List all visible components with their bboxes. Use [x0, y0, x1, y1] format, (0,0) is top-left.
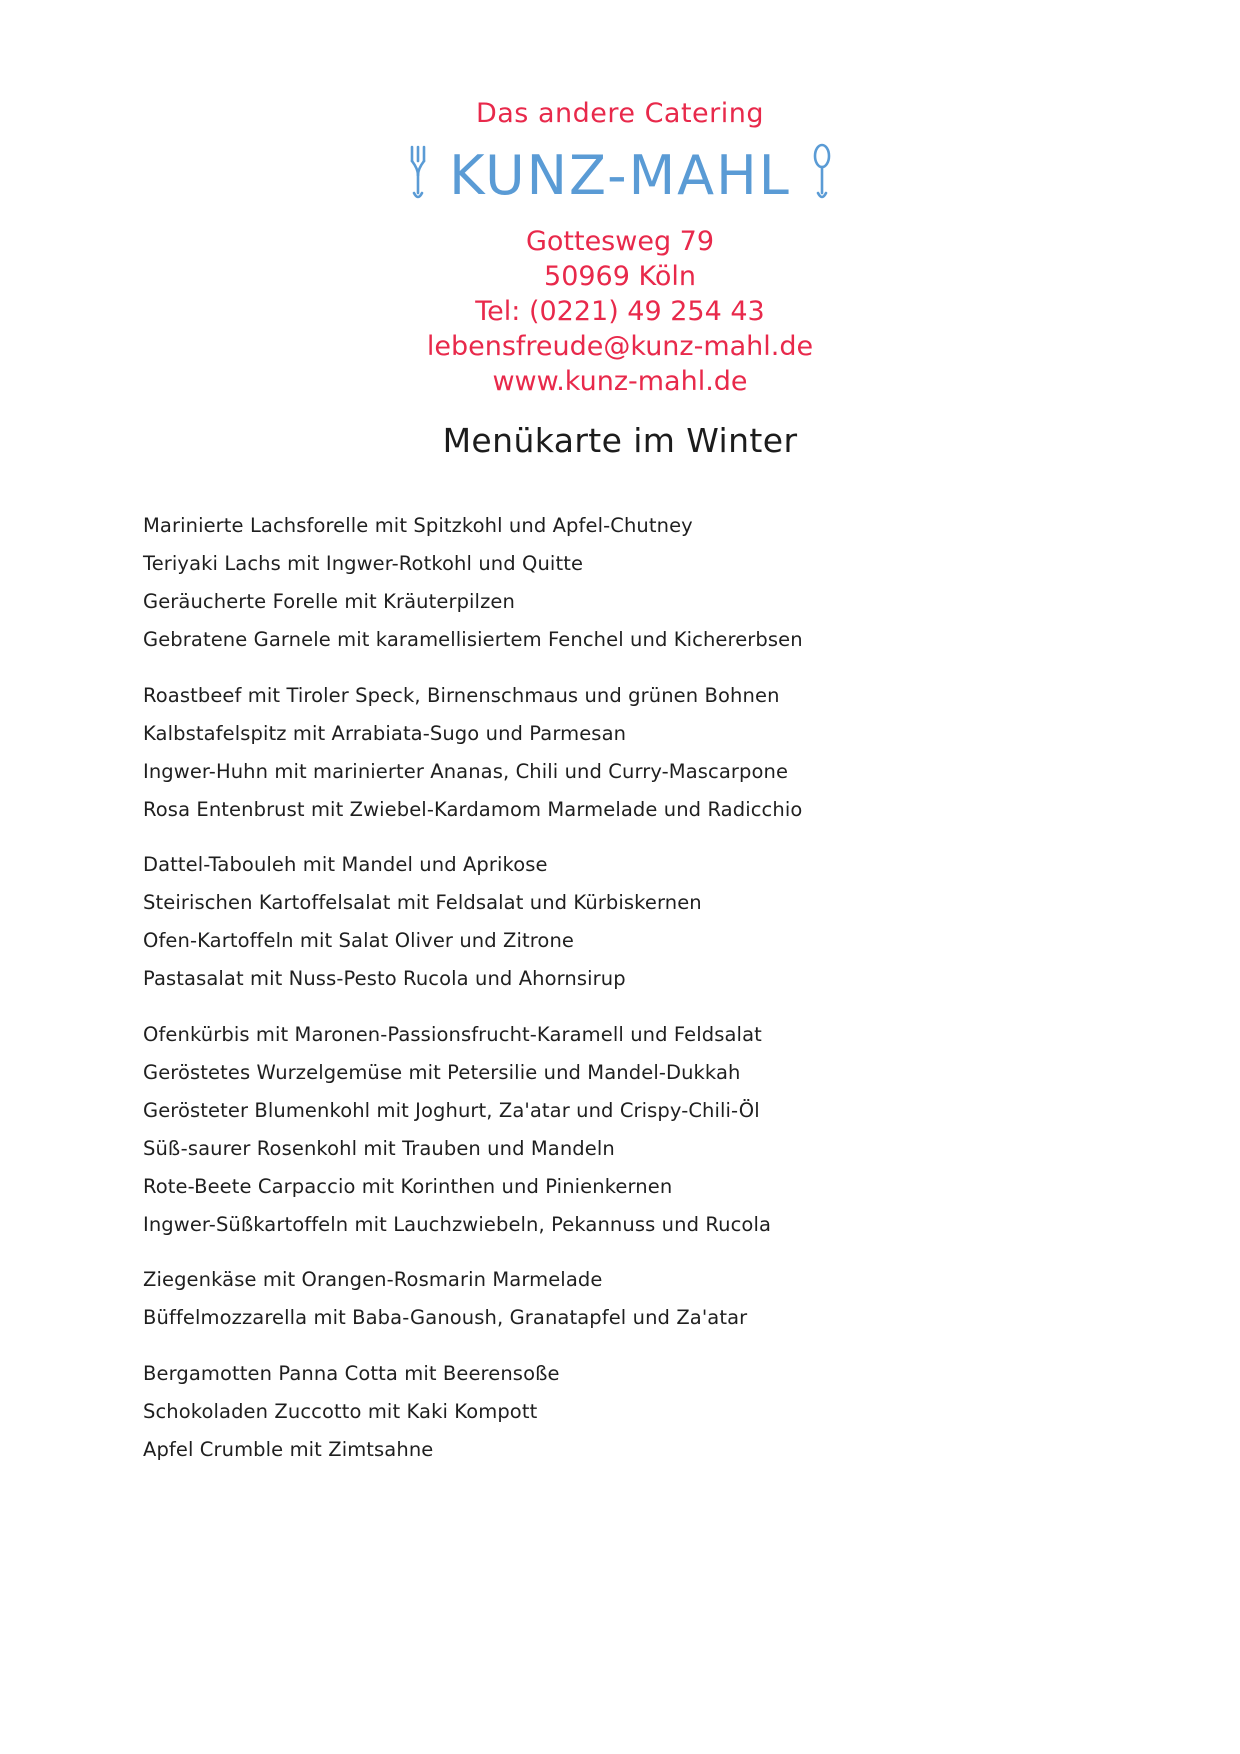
- list-item: Marinierte Lachsforelle mit Spitzkohl und Apfel-Chutney: [143, 514, 693, 538]
- list-item: Ofen-Kartoffeln mit Salat Oliver und Zitrone: [143, 929, 575, 953]
- list-item: Gerösteter Blumenkohl mit Joghurt, Za'atar und Crispy-Chili-Öl: [143, 1098, 760, 1122]
- menu-group-fleisch: [143, 683, 1160, 821]
- list-item: Geräucherte Forelle mit Kräuterpilzen: [143, 590, 515, 614]
- list-item: Pastasalat mit Nuss-Pesto Rucola und Ahornsirup: [143, 967, 626, 991]
- list-item: Ziegenkäse mit Orangen-Rosmarin Marmelade: [143, 1268, 603, 1292]
- menu-list: [0, 516, 1240, 1459]
- list-item: Rosa Entenbrust mit Zwiebel-Kardamom Marmelade und Radicchio: [143, 797, 803, 821]
- list-item: Apfel Crumble mit Zimtsahne: [143, 1437, 434, 1461]
- contact-block: [0, 224, 1240, 399]
- page-title: Menükarte im Winter: [442, 421, 798, 461]
- menu-group-kaese: [143, 1270, 1160, 1328]
- list-item: Kalbstafelspitz mit Arrabiata-Sugo und Parmesan: [143, 721, 627, 745]
- list-item: Steirischen Kartoffelsalat mit Feldsalat und Kürbiskernen: [143, 891, 702, 915]
- list-item: Ingwer-Süßkartoffeln mit Lauchzwiebeln, Pekannuss und Rucola: [143, 1212, 772, 1236]
- menu-group-fisch: [143, 516, 1160, 650]
- list-item: Schokoladen Zuccotto mit Kaki Kompott: [143, 1399, 538, 1423]
- menu-group-desserts: [143, 1361, 1160, 1461]
- logo: [0, 143, 1240, 208]
- list-item: Büffelmozzarella mit Baba-Ganoush, Granatapfel und Za'atar: [143, 1306, 748, 1330]
- phone-number: Tel: (0221) 49 254 43: [475, 296, 765, 328]
- list-item: Gebratene Garnele mit karamellisiertem Fenchel und Kichererbsen: [143, 628, 803, 652]
- address-city: 50969 Köln: [544, 261, 696, 293]
- list-item: Ofenkürbis mit Maronen-Passionsfrucht-Karamell und Feldsalat: [143, 1022, 762, 1046]
- list-item: Teriyaki Lachs mit Ingwer-Rotkohl und Quitte: [143, 552, 584, 576]
- list-item: Roastbeef mit Tiroler Speck, Birnenschmaus und grünen Bohnen: [143, 683, 780, 707]
- list-item: Geröstetes Wurzelgemüse mit Petersilie und Mandel-Dukkah: [143, 1060, 741, 1084]
- fork-icon: [405, 143, 431, 208]
- spoon-icon: [809, 143, 835, 208]
- logo-wordmark: KUNZ-MAHL: [449, 144, 791, 207]
- list-item: Dattel-Tabouleh mit Mandel und Aprikose: [143, 853, 548, 877]
- menu-group-salate: [143, 855, 1160, 989]
- list-item: Bergamotten Panna Cotta mit Beerensoße: [143, 1361, 560, 1385]
- email-address[interactable]: lebensfreude@kunz-mahl.de: [426, 331, 814, 363]
- website-url[interactable]: www.kunz-mahl.de: [492, 366, 748, 398]
- list-item: Ingwer-Huhn mit marinierter Ananas, Chili und Curry-Mascarpone: [143, 759, 789, 783]
- letterhead: [0, 0, 1240, 460]
- tagline: Das andere Catering: [475, 98, 765, 129]
- list-item: Rote-Beete Carpaccio mit Korinthen und Pinienkernen: [143, 1174, 673, 1198]
- address-street: Gottesweg 79: [525, 226, 715, 257]
- list-item: Süß-saurer Rosenkohl mit Trauben und Mandeln: [143, 1136, 615, 1160]
- menu-group-gemuese: [143, 1022, 1160, 1236]
